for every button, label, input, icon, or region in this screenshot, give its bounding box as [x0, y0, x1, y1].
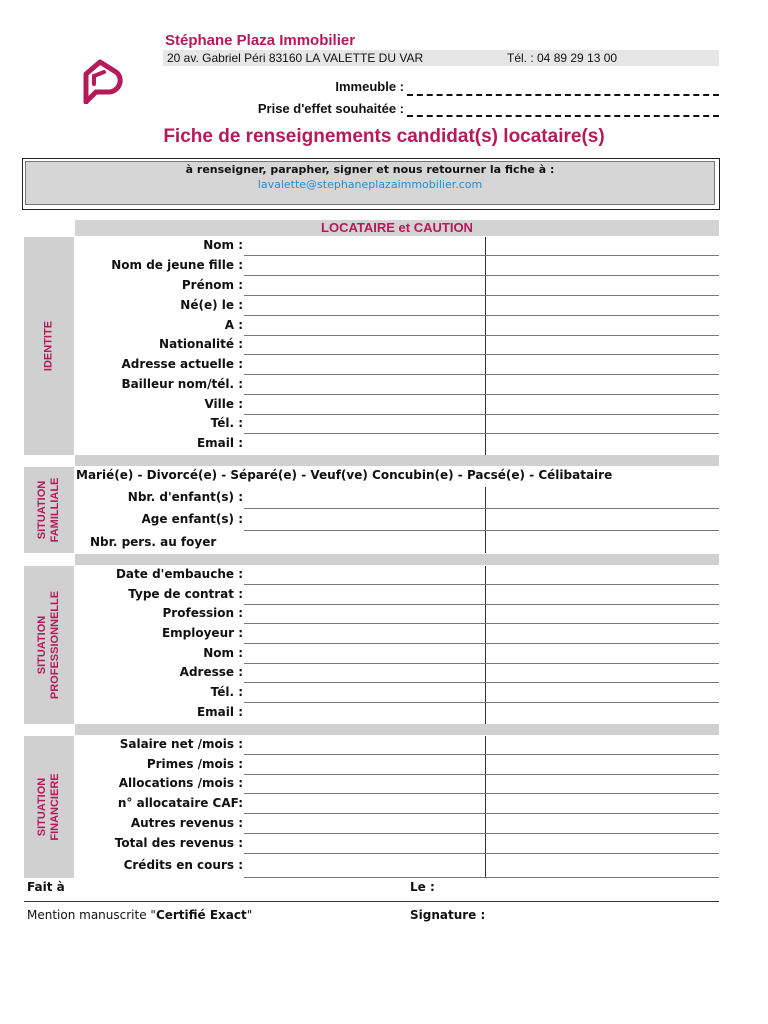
section-header: LOCATAIRE et CAUTION: [75, 220, 719, 236]
field-label: Nbr. pers. au foyer: [90, 535, 217, 549]
made-at-label: Fait à: [27, 880, 65, 894]
field-label: Salaire net /mois :: [119, 737, 243, 751]
input-line[interactable]: [244, 354, 719, 355]
input-line[interactable]: [244, 295, 719, 296]
field-label: A :: [224, 318, 243, 332]
column-divider: [485, 566, 486, 724]
company-address: 20 av. Gabriel Péri 83160 LA VALETTE DU VAR: [167, 51, 424, 65]
input-line[interactable]: [244, 508, 719, 509]
side-panel-professionnelle: [24, 566, 74, 724]
building-label: Immeuble :: [335, 79, 404, 94]
input-line[interactable]: [244, 623, 719, 624]
field-label: Date d'embauche :: [115, 567, 243, 581]
input-line[interactable]: [244, 530, 719, 531]
input-line[interactable]: [244, 877, 719, 878]
instruction-text: à renseigner, parapher, signer et nous retourner la fiche à :: [185, 163, 555, 176]
column-divider: [485, 237, 486, 455]
input-line[interactable]: [244, 774, 719, 775]
footer-divider: [24, 901, 719, 902]
input-line[interactable]: [244, 394, 719, 395]
input-line[interactable]: [244, 433, 719, 434]
input-line[interactable]: [244, 604, 719, 605]
signature-label: Signature :: [410, 908, 486, 922]
field-label: Ville :: [204, 397, 243, 411]
input-line[interactable]: [244, 663, 719, 664]
input-line[interactable]: [244, 255, 719, 256]
input-line[interactable]: [244, 793, 719, 794]
section-separator: [75, 724, 719, 735]
column-divider: [485, 736, 486, 878]
field-label: Type de contrat :: [128, 587, 243, 601]
field-label: Autres revenus :: [130, 816, 243, 830]
field-label: Primes /mois :: [146, 757, 243, 771]
field-label: Employeur :: [161, 626, 243, 640]
field-label: Nbr. d'enfant(s) :: [127, 490, 243, 504]
field-label: Nationalité :: [159, 337, 243, 351]
familiale-title: SITUATION FAMILLIALE: [36, 477, 61, 543]
building-field[interactable]: [407, 94, 719, 96]
field-label: Tél. :: [210, 685, 243, 699]
input-line[interactable]: [244, 643, 719, 644]
field-label: Email :: [196, 436, 243, 450]
field-label: Profession :: [162, 606, 243, 620]
field-label: Nom :: [203, 238, 243, 252]
input-line[interactable]: [244, 315, 719, 316]
identite-title: IDENTITE: [42, 320, 55, 372]
company-phone: Tél. : 04 89 29 13 00: [507, 51, 618, 65]
marital-status-options: Marié(e) - Divorcé(e) - Séparé(e) - Veuf(ve) Concubin(e) - Pacsé(e) - Célibataire: [76, 468, 613, 482]
section-separator: [75, 455, 719, 466]
input-line[interactable]: [244, 813, 719, 814]
field-label: Bailleur nom/tél. :: [121, 377, 243, 391]
contact-email-link[interactable]: lavalette@stephaneplazaimmobilier.com: [257, 178, 483, 191]
field-label: Adresse :: [179, 665, 243, 679]
company-name: Stéphane Plaza Immobilier: [165, 32, 356, 49]
house-pin-logo-icon: [78, 58, 126, 104]
financiere-title: SITUATION FINANCIERE: [36, 773, 61, 841]
field-label: n° allocataire CAF:: [117, 796, 243, 810]
field-label: Né(e) le :: [180, 298, 243, 312]
side-panel-identite: [24, 237, 74, 455]
field-label: Nom de jeune fille :: [111, 258, 243, 272]
side-panel-familiale: [24, 467, 74, 553]
input-line[interactable]: [244, 275, 719, 276]
input-line[interactable]: [244, 335, 719, 336]
field-label: Allocations /mois :: [118, 776, 243, 790]
field-label: Adresse actuelle :: [121, 357, 243, 371]
input-line[interactable]: [244, 414, 719, 415]
start-date-field[interactable]: [407, 115, 719, 117]
professionnelle-title: SITUATION PROFESSIONNELLE: [36, 590, 61, 700]
column-divider: [485, 487, 486, 553]
field-label: Tél. :: [210, 416, 243, 430]
mention-text: Mention manuscrite "Certifié Exact": [27, 908, 253, 922]
start-date-label: Prise d'effet souhaitée :: [257, 101, 404, 116]
field-label: Nom :: [203, 646, 243, 660]
field-label: Age enfant(s) :: [141, 512, 243, 526]
input-line[interactable]: [244, 702, 719, 703]
input-line[interactable]: [244, 853, 719, 854]
field-label: Crédits en cours :: [123, 858, 243, 872]
field-label: Email :: [196, 705, 243, 719]
input-line[interactable]: [244, 374, 719, 375]
input-line[interactable]: [244, 833, 719, 834]
side-panel-financiere: [24, 736, 74, 878]
field-label: Total des revenus :: [114, 836, 243, 850]
input-line[interactable]: [244, 754, 719, 755]
input-line[interactable]: [244, 682, 719, 683]
page-title: Fiche de renseignements candidat(s) locataire(s): [163, 126, 605, 147]
input-line[interactable]: [244, 584, 719, 585]
date-label: Le :: [410, 880, 435, 894]
field-label: Prénom :: [181, 278, 243, 292]
section-separator: [75, 554, 719, 565]
